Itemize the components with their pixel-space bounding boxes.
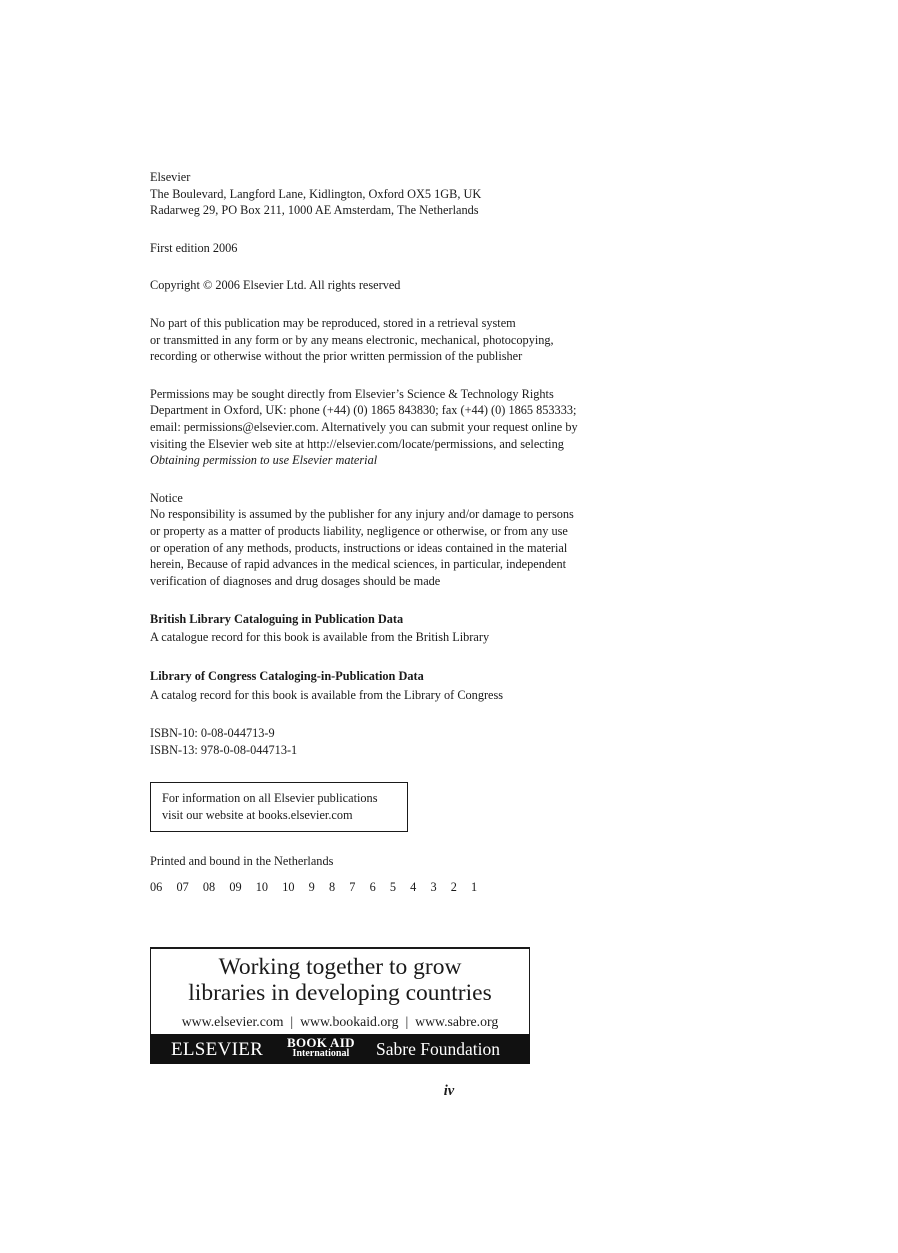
publisher-address-uk: The Boulevard, Langford Lane, Kidlington, Oxford OX5 1GB, UK [150,186,482,201]
notice-line: or operation of any methods, products, instructions or ideas contained in the material [150,540,568,555]
info-box-line: For information on all Elsevier publications [162,791,378,806]
reproduction-block [150,315,630,365]
notice-line: herein, Because of rapid advances in the medical sciences, in particular, independent [150,557,567,572]
reproduction-line: or transmitted in any form or by any means electronic, mechanical, photocopying, [150,332,554,347]
library-of-congress-heading: Library of Congress Cataloging-in-Publication Data [150,669,424,684]
notice-line: verification of diagnoses and drug dosages should be made [150,573,441,588]
banner-headline [151,954,529,1006]
british-library-block [150,611,630,646]
copyright-statement: Copyright © 2006 Elsevier Ltd. All rights reserved [150,278,401,293]
print-number-line: 06 07 08 09 10 10 9 8 7 6 5 4 3 2 1 [150,880,478,895]
edition-block [150,240,630,257]
isbn-block [150,725,630,758]
copyright-block [150,277,630,294]
publisher-name: Elsevier [150,170,191,184]
notice-line: No responsibility is assumed by the publisher for any injury and/or damage to persons [150,507,574,522]
isbn-10: ISBN-10: 0-08-044713-9 [150,726,275,741]
publisher-block [150,169,630,219]
isbn-13: ISBN-13: 978-0-08-044713-1 [150,742,298,757]
permissions-line: email: permissions@elsevier.com. Alternatively you can submit your request online by [150,419,578,434]
imprint-content [150,169,630,896]
library-of-congress-block [150,668,630,703]
permissions-line: Permissions may be sought directly from Elsevier’s Science & Technology Rights [150,386,554,401]
banner-links: www.elsevier.com | www.bookaid.org | www.sabre.org [181,1014,499,1029]
banner-headline-line: Working together to grow [218,954,462,980]
edition-statement: First edition 2006 [150,240,238,255]
banner-logo-bar [150,1034,530,1064]
info-box-line: visit our website at books.elsevier.com [162,807,353,822]
reproduction-line: recording or otherwise without the prior written permission of the publisher [150,349,523,364]
permissions-block [150,386,630,469]
book-aid-logo-subtitle: International [292,1048,350,1059]
permissions-line: visiting the Elsevier web site at http://elsevier.com/locate/permissions, and selecting [150,436,564,451]
book-aid-banner [150,947,530,1064]
library-of-congress-text: A catalog record for this book is available from the Library of Congress [150,687,504,702]
book-aid-logo-title: BOOK AID [287,1035,355,1050]
printed-statement: Printed and bound in the Netherlands [150,853,334,868]
website-info-box [150,782,408,832]
british-library-heading: British Library Cataloguing in Publication Data [150,612,404,627]
elsevier-logo: ELSEVIER [171,1039,264,1060]
page-number: iv [443,1083,455,1099]
british-library-text: A catalogue record for this book is available from the British Library [150,630,490,645]
publisher-address-nl: Radarweg 29, PO Box 211, 1000 AE Amsterdam, The Netherlands [150,203,479,218]
book-aid-logo [287,1037,355,1059]
notice-heading: Notice [150,490,183,505]
permissions-line: Department in Oxford, UK: phone (+44) (0) 1865 843830; fax (+44) (0) 1865 853333; [150,403,577,418]
printed-block [150,853,630,896]
reproduction-line: No part of this publication may be reproduced, stored in a retrieval system [150,315,516,330]
notice-line: or property as a matter of products liability, negligence or otherwise, or from any use [150,523,568,538]
notice-block [150,490,630,590]
banner-headline-line: libraries in developing countries [188,980,492,1006]
sabre-foundation-logo: Sabre Foundation [376,1039,500,1059]
permissions-italic-line: Obtaining permission to use Elsevier material [150,453,378,468]
